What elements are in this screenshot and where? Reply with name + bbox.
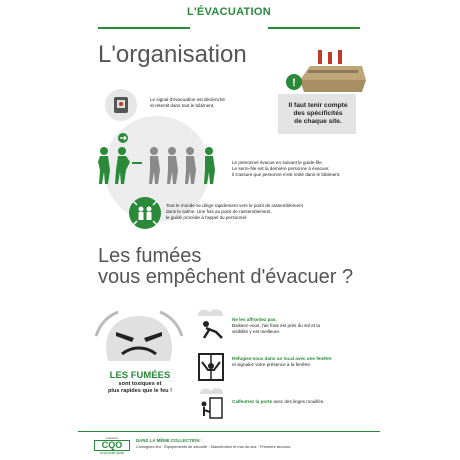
warning-icon (286, 74, 302, 95)
factory-icon (298, 50, 368, 99)
section2-line-1: Les fumées (98, 245, 202, 267)
door-person-icon (196, 386, 226, 425)
warning-line-3: de chaque site. (294, 118, 342, 125)
tip3-bold: Calfeutrez la porte (232, 399, 273, 404)
evac-text (232, 160, 340, 179)
evac-line-2: Le serre-file est la dernière personne à évacuer, (232, 166, 330, 172)
assembly-point-icon (128, 196, 162, 235)
section2-line-2: vous empêchent d'évacuer ? (98, 266, 354, 288)
fumes-sub-1: sont toxiques et (118, 381, 162, 387)
footer (78, 431, 380, 455)
section-title-organisation: L'organisation (98, 41, 247, 68)
alarm-button-icon (104, 88, 138, 127)
poster (78, 6, 380, 454)
tip2-line-1: et signalez votre présence à la fenêtre. (232, 362, 312, 368)
evac-line-1: Le personnel évacue en suivant le guide-file. (232, 160, 323, 165)
warning-symbol: ! (292, 77, 296, 89)
gather-text (166, 203, 303, 222)
tip3-text (232, 399, 324, 405)
fumes-sub-2: plus rapides que le feu ! (107, 388, 173, 394)
fumes-label: LES FUMÉES (109, 370, 171, 381)
title-rule-left (98, 27, 190, 29)
footer-logo-mark: CQO (94, 440, 130, 451)
walking-people-icon (96, 146, 226, 191)
footer-collection-items: Consignes feu · Équipements de sécurité · Manutention et mal de dos · Premiers secours. (136, 444, 292, 449)
signal-line-2: et retentit dans tout le bâtiment. (150, 103, 215, 109)
signal-line-1: Le signal d'évacuation est déclenché (150, 97, 225, 102)
window-person-icon (196, 352, 226, 387)
angry-face-icon (94, 306, 184, 375)
footer-logo-sub: la sécurité facile (99, 451, 125, 455)
warning-line-2: des spécificités (293, 110, 343, 117)
footer-logo-small: collection (105, 436, 119, 440)
warning-line-1: Il faut tenir compte (288, 102, 348, 109)
tip1-line-1: Baissez-vous, l'air frais est près du sol et la (232, 323, 320, 329)
tip1-text (232, 317, 320, 336)
tip1-bold: Ne les affrontez pas. (232, 317, 277, 322)
warning-text (280, 102, 356, 126)
footer-collection-label: DANS LA MÊME COLLECTION : (136, 438, 203, 443)
tip3-rest: avec des linges mouillés. (272, 399, 325, 404)
poster-title: L'ÉVACUATION (186, 6, 272, 18)
gather-line-2: dans le calme. Une fois au point de rassemblement, (166, 209, 272, 215)
footer-logo (94, 436, 130, 455)
crawling-person-icon (194, 306, 228, 345)
tip2-bold: Réfugiez-vous dans un local avec une fenêtre (232, 356, 332, 361)
gather-line-3: le guide procède à l'appel du personnel. (166, 215, 248, 221)
section-title-fumes (98, 246, 353, 288)
tip1-line-2: visibilité y est meilleure. (232, 329, 281, 335)
title-rule-right (268, 27, 360, 29)
signal-text (150, 97, 225, 109)
tip2-text (232, 356, 332, 368)
evac-line-3: il s'assure que personne n'est resté dans le bâtiment. (232, 172, 341, 178)
gather-line-1: Tout le monde se dirige rapidement vers le point de rassemblement (166, 203, 303, 208)
fumes-block (98, 370, 182, 395)
